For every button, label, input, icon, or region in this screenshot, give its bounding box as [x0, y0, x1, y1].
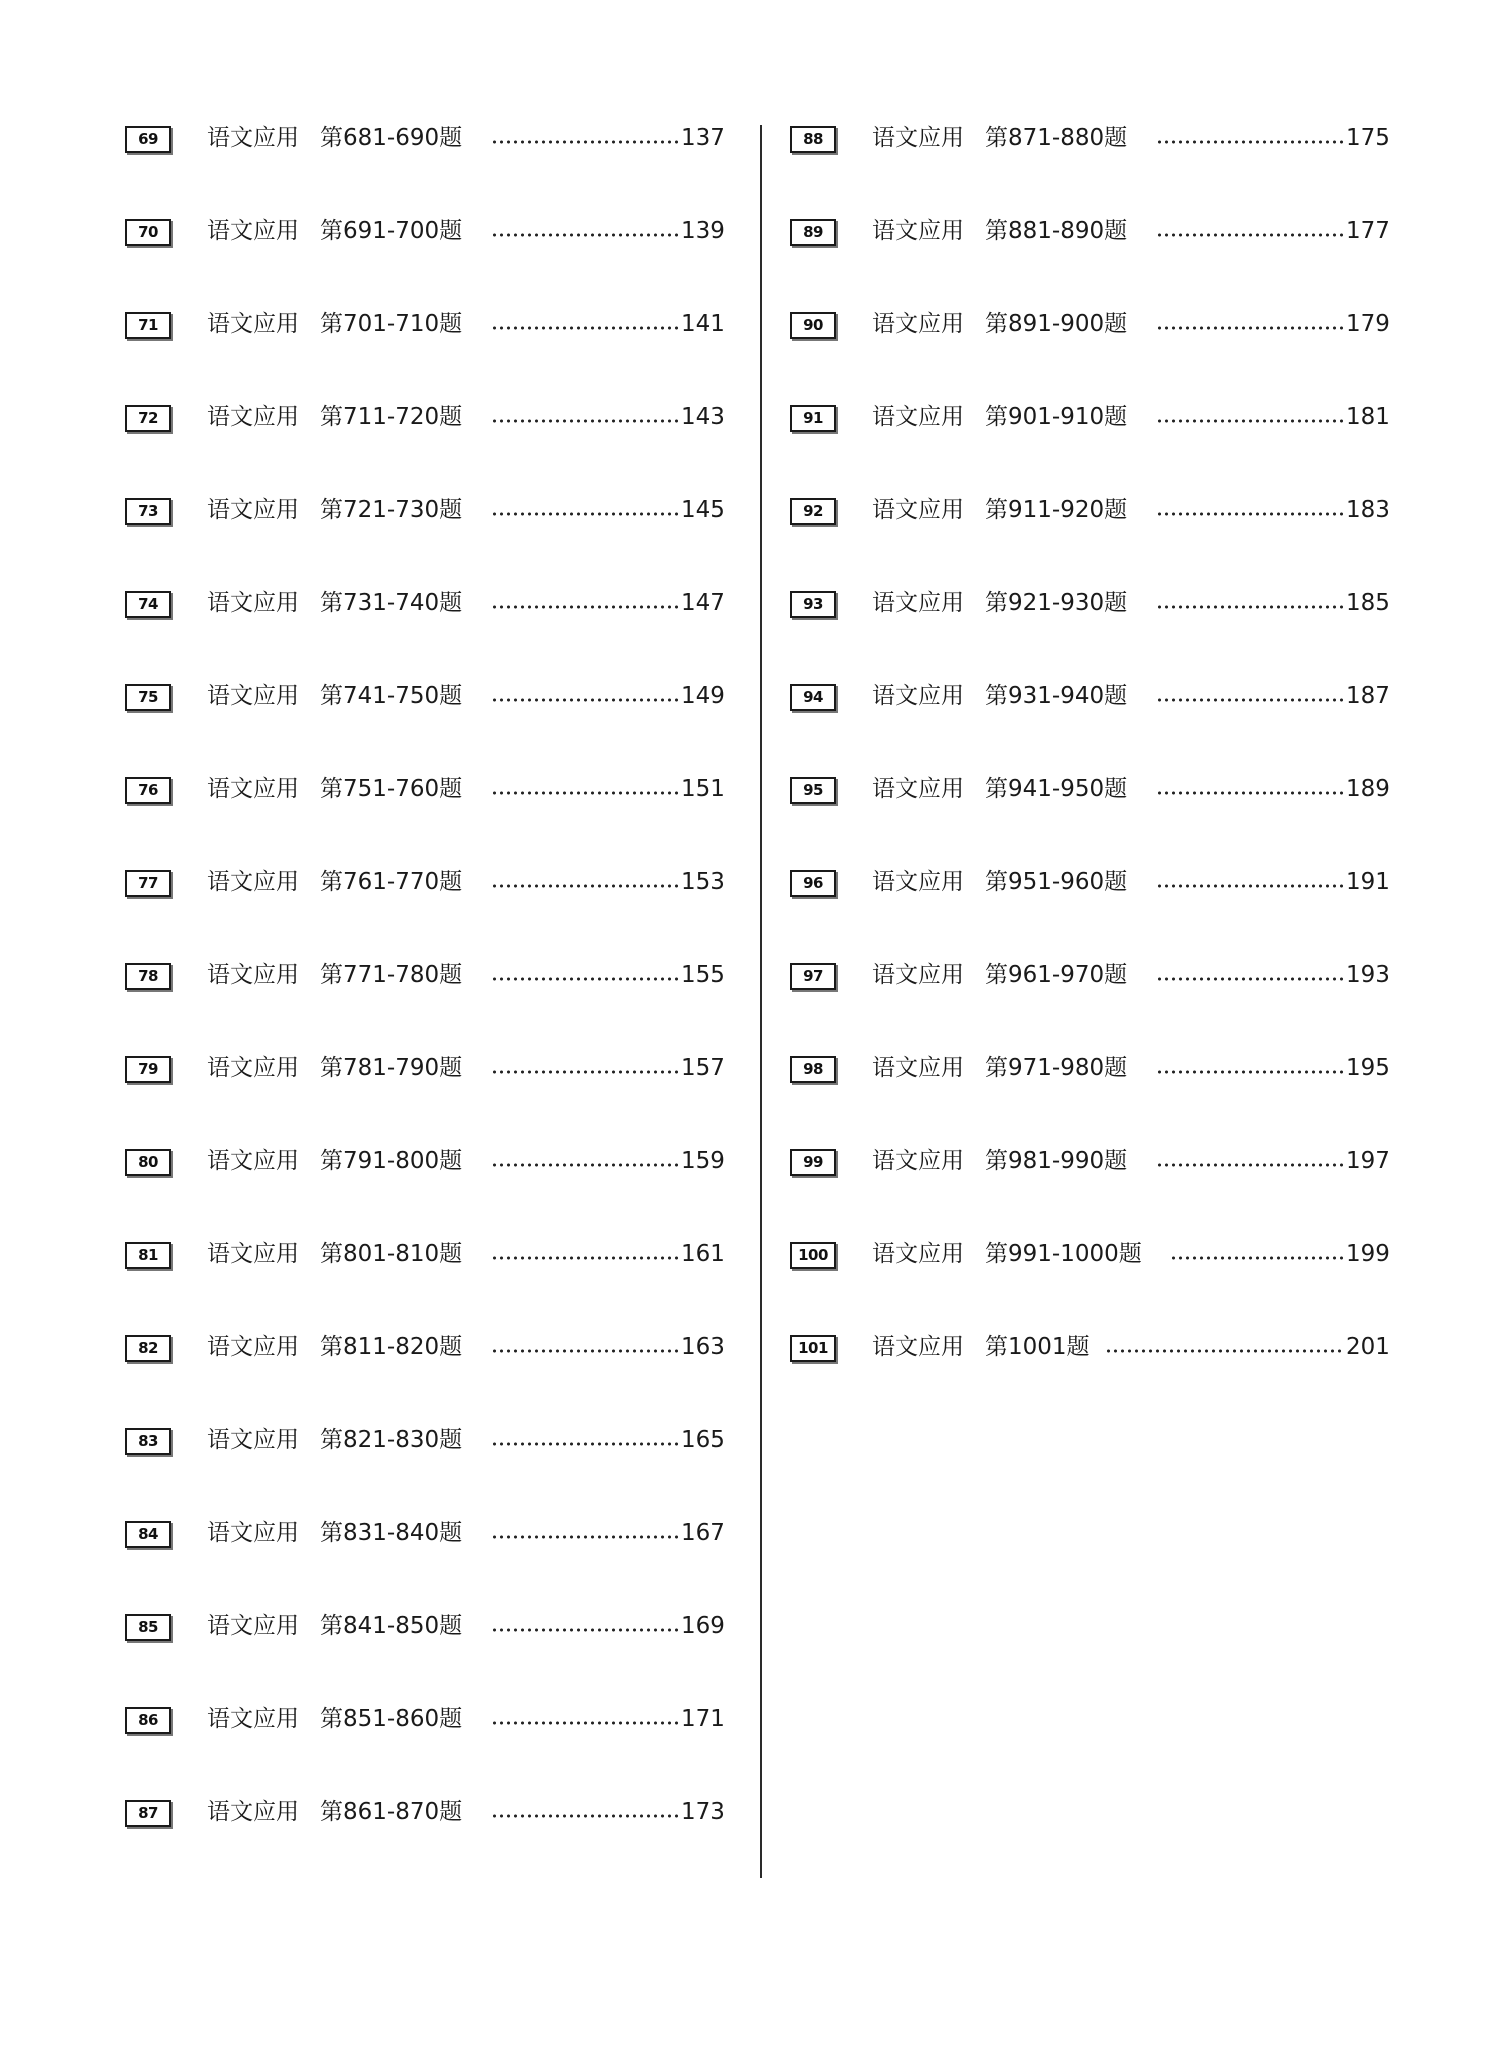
toc-entry[interactable]	[125, 1321, 725, 1414]
dot-leader	[1156, 233, 1343, 237]
entry-number: 90	[790, 312, 836, 339]
entry-title: 语文应用	[872, 1148, 964, 1174]
entry-number: 72	[125, 405, 171, 432]
entry-range: 第711-720题	[320, 404, 463, 430]
entry-number: 81	[125, 1242, 171, 1269]
dot-leader	[491, 884, 678, 888]
toc-entry[interactable]	[125, 112, 725, 205]
dot-leader	[491, 233, 678, 237]
entry-number: 91	[790, 405, 836, 432]
entry-number: 74	[125, 591, 171, 618]
entry-page: 165	[681, 1427, 725, 1453]
toc-column-right	[790, 112, 1390, 1414]
dot-leader	[491, 1442, 678, 1446]
dot-leader	[1156, 698, 1343, 702]
entry-range: 第741-750题	[320, 683, 463, 709]
dot-leader	[491, 1535, 678, 1539]
entry-page: 201	[1346, 1334, 1390, 1360]
dot-leader	[491, 1256, 678, 1260]
entry-page: 193	[1346, 962, 1390, 988]
entry-title: 语文应用	[872, 683, 964, 709]
toc-entry[interactable]	[125, 763, 725, 856]
entry-title: 语文应用	[872, 404, 964, 430]
entry-page: 173	[681, 1799, 725, 1825]
toc-entry[interactable]	[790, 298, 1390, 391]
dot-leader	[491, 791, 678, 795]
toc-entry[interactable]	[790, 484, 1390, 577]
toc-column-left	[125, 112, 725, 1879]
toc-entry[interactable]	[790, 112, 1390, 205]
entry-range: 第851-860题	[320, 1706, 463, 1732]
entry-title: 语文应用	[207, 1799, 299, 1825]
entry-title: 语文应用	[872, 311, 964, 337]
entry-number: 75	[125, 684, 171, 711]
entry-title: 语文应用	[207, 962, 299, 988]
entry-page: 141	[681, 311, 725, 337]
entry-title: 语文应用	[872, 1241, 964, 1267]
entry-range: 第1001题	[985, 1334, 1090, 1360]
entry-range: 第911-920题	[985, 497, 1128, 523]
entry-number: 83	[125, 1428, 171, 1455]
entry-range: 第831-840题	[320, 1520, 463, 1546]
entry-title: 语文应用	[207, 1520, 299, 1546]
entry-number: 80	[125, 1149, 171, 1176]
entry-title: 语文应用	[872, 1334, 964, 1360]
entry-title: 语文应用	[872, 869, 964, 895]
entry-page: 137	[681, 125, 725, 151]
entry-number: 100	[790, 1242, 836, 1269]
entry-title: 语文应用	[207, 497, 299, 523]
entry-title: 语文应用	[207, 125, 299, 151]
toc-entry[interactable]	[125, 1693, 725, 1786]
entry-page: 191	[1346, 869, 1390, 895]
entry-range: 第751-760题	[320, 776, 463, 802]
dot-leader	[1156, 791, 1343, 795]
entry-title: 语文应用	[207, 683, 299, 709]
toc-entry[interactable]	[790, 1228, 1390, 1321]
toc-entry[interactable]	[125, 856, 725, 949]
toc-entry[interactable]	[790, 670, 1390, 763]
entry-number: 96	[790, 870, 836, 897]
toc-entry[interactable]	[125, 1135, 725, 1228]
entry-title: 语文应用	[207, 1148, 299, 1174]
dot-leader	[1105, 1349, 1343, 1353]
entry-title: 语文应用	[872, 590, 964, 616]
entry-page: 147	[681, 590, 725, 616]
entry-page: 159	[681, 1148, 725, 1174]
entry-number: 78	[125, 963, 171, 990]
entry-page: 181	[1346, 404, 1390, 430]
entry-range: 第881-890题	[985, 218, 1128, 244]
entry-range: 第951-960题	[985, 869, 1128, 895]
entry-page: 197	[1346, 1148, 1390, 1174]
dot-leader	[1156, 605, 1343, 609]
dot-leader	[1156, 140, 1343, 144]
entry-range: 第681-690题	[320, 125, 463, 151]
dot-leader	[491, 1628, 678, 1632]
dot-leader	[491, 605, 678, 609]
entry-number: 97	[790, 963, 836, 990]
toc-entry[interactable]	[790, 1042, 1390, 1135]
dot-leader	[491, 977, 678, 981]
entry-title: 语文应用	[872, 497, 964, 523]
entry-range: 第821-830题	[320, 1427, 463, 1453]
entry-page: 139	[681, 218, 725, 244]
entry-range: 第971-980题	[985, 1055, 1128, 1081]
entry-range: 第931-940题	[985, 683, 1128, 709]
entry-title: 语文应用	[207, 869, 299, 895]
entry-page: 155	[681, 962, 725, 988]
entry-page: 177	[1346, 218, 1390, 244]
entry-page: 143	[681, 404, 725, 430]
entry-range: 第961-970题	[985, 962, 1128, 988]
entry-number: 69	[125, 126, 171, 153]
entry-page: 157	[681, 1055, 725, 1081]
entry-number: 95	[790, 777, 836, 804]
entry-title: 语文应用	[207, 1427, 299, 1453]
entry-range: 第791-800题	[320, 1148, 463, 1174]
entry-title: 语文应用	[207, 776, 299, 802]
entry-page: 153	[681, 869, 725, 895]
dot-leader	[1156, 1070, 1343, 1074]
dot-leader	[491, 1349, 678, 1353]
toc-entry[interactable]	[125, 298, 725, 391]
entry-range: 第731-740题	[320, 590, 463, 616]
entry-page: 169	[681, 1613, 725, 1639]
dot-leader	[1156, 977, 1343, 981]
entry-number: 101	[790, 1335, 836, 1362]
entry-title: 语文应用	[872, 125, 964, 151]
entry-range: 第901-910题	[985, 404, 1128, 430]
entry-number: 89	[790, 219, 836, 246]
entry-page: 145	[681, 497, 725, 523]
entry-number: 70	[125, 219, 171, 246]
toc-entry[interactable]	[125, 1786, 725, 1879]
entry-title: 语文应用	[207, 311, 299, 337]
entry-page: 195	[1346, 1055, 1390, 1081]
entry-title: 语文应用	[207, 1334, 299, 1360]
entry-title: 语文应用	[207, 1055, 299, 1081]
entry-range: 第981-990题	[985, 1148, 1128, 1174]
entry-number: 99	[790, 1149, 836, 1176]
entry-number: 85	[125, 1614, 171, 1641]
dot-leader	[491, 1814, 678, 1818]
entry-number: 93	[790, 591, 836, 618]
toc-entry[interactable]	[790, 1135, 1390, 1228]
toc-entry[interactable]	[790, 577, 1390, 670]
entry-number: 86	[125, 1707, 171, 1734]
entry-title: 语文应用	[872, 962, 964, 988]
toc-entry[interactable]	[125, 949, 725, 1042]
dot-leader	[1156, 1163, 1343, 1167]
entry-range: 第991-1000题	[985, 1241, 1142, 1267]
entry-title: 语文应用	[207, 590, 299, 616]
toc-entry[interactable]	[790, 763, 1390, 856]
dot-leader	[1156, 512, 1343, 516]
entry-number: 77	[125, 870, 171, 897]
toc-entry[interactable]	[790, 1321, 1390, 1414]
dot-leader	[1156, 884, 1343, 888]
entry-title: 语文应用	[207, 404, 299, 430]
entry-number: 88	[790, 126, 836, 153]
entry-title: 语文应用	[872, 776, 964, 802]
entry-page: 185	[1346, 590, 1390, 616]
entry-range: 第691-700题	[320, 218, 463, 244]
entry-page: 179	[1346, 311, 1390, 337]
entry-number: 98	[790, 1056, 836, 1083]
toc-entry[interactable]	[125, 1228, 725, 1321]
dot-leader	[491, 1070, 678, 1074]
entry-number: 92	[790, 498, 836, 525]
toc-entry[interactable]	[790, 391, 1390, 484]
dot-leader	[1156, 419, 1343, 423]
entry-range: 第841-850题	[320, 1613, 463, 1639]
entry-range: 第721-730题	[320, 497, 463, 523]
toc-entry[interactable]	[125, 484, 725, 577]
toc-entry[interactable]	[125, 1507, 725, 1600]
entry-page: 189	[1346, 776, 1390, 802]
column-divider	[760, 125, 762, 1878]
entry-number: 79	[125, 1056, 171, 1083]
dot-leader	[491, 419, 678, 423]
toc-entry[interactable]	[125, 205, 725, 298]
entry-page: 151	[681, 776, 725, 802]
dot-leader	[491, 512, 678, 516]
toc-entry[interactable]	[125, 577, 725, 670]
entry-number: 71	[125, 312, 171, 339]
entry-range: 第801-810题	[320, 1241, 463, 1267]
dot-leader	[491, 698, 678, 702]
entry-title: 语文应用	[207, 1241, 299, 1267]
toc-entry[interactable]	[790, 949, 1390, 1042]
entry-number: 84	[125, 1521, 171, 1548]
entry-page: 163	[681, 1334, 725, 1360]
entry-range: 第921-930题	[985, 590, 1128, 616]
entry-range: 第941-950题	[985, 776, 1128, 802]
entry-range: 第771-780题	[320, 962, 463, 988]
entry-title: 语文应用	[872, 218, 964, 244]
entry-range: 第811-820题	[320, 1334, 463, 1360]
entry-number: 87	[125, 1800, 171, 1827]
entry-page: 183	[1346, 497, 1390, 523]
entry-title: 语文应用	[207, 1706, 299, 1732]
toc-entry[interactable]	[125, 1414, 725, 1507]
entry-title: 语文应用	[872, 1055, 964, 1081]
entry-page: 149	[681, 683, 725, 709]
entry-range: 第871-880题	[985, 125, 1128, 151]
entry-number: 73	[125, 498, 171, 525]
entry-page: 167	[681, 1520, 725, 1546]
entry-range: 第891-900题	[985, 311, 1128, 337]
entry-range: 第861-870题	[320, 1799, 463, 1825]
entry-page: 161	[681, 1241, 725, 1267]
entry-number: 94	[790, 684, 836, 711]
entry-number: 82	[125, 1335, 171, 1362]
dot-leader	[491, 140, 678, 144]
toc-entry[interactable]	[125, 1600, 725, 1693]
toc-entry[interactable]	[125, 670, 725, 763]
entry-title: 语文应用	[207, 1613, 299, 1639]
dot-leader	[491, 1721, 678, 1725]
entry-page: 199	[1346, 1241, 1390, 1267]
toc-entry[interactable]	[125, 391, 725, 484]
entry-range: 第701-710题	[320, 311, 463, 337]
dot-leader	[491, 1163, 678, 1167]
toc-entry[interactable]	[790, 205, 1390, 298]
entry-page: 171	[681, 1706, 725, 1732]
entry-range: 第761-770题	[320, 869, 463, 895]
dot-leader	[1156, 326, 1343, 330]
entry-title: 语文应用	[207, 218, 299, 244]
toc-entry[interactable]	[125, 1042, 725, 1135]
entry-page: 187	[1346, 683, 1390, 709]
dot-leader	[491, 326, 678, 330]
toc-entry[interactable]	[790, 856, 1390, 949]
dot-leader	[1170, 1256, 1343, 1260]
entry-number: 76	[125, 777, 171, 804]
entry-range: 第781-790题	[320, 1055, 463, 1081]
entry-page: 175	[1346, 125, 1390, 151]
